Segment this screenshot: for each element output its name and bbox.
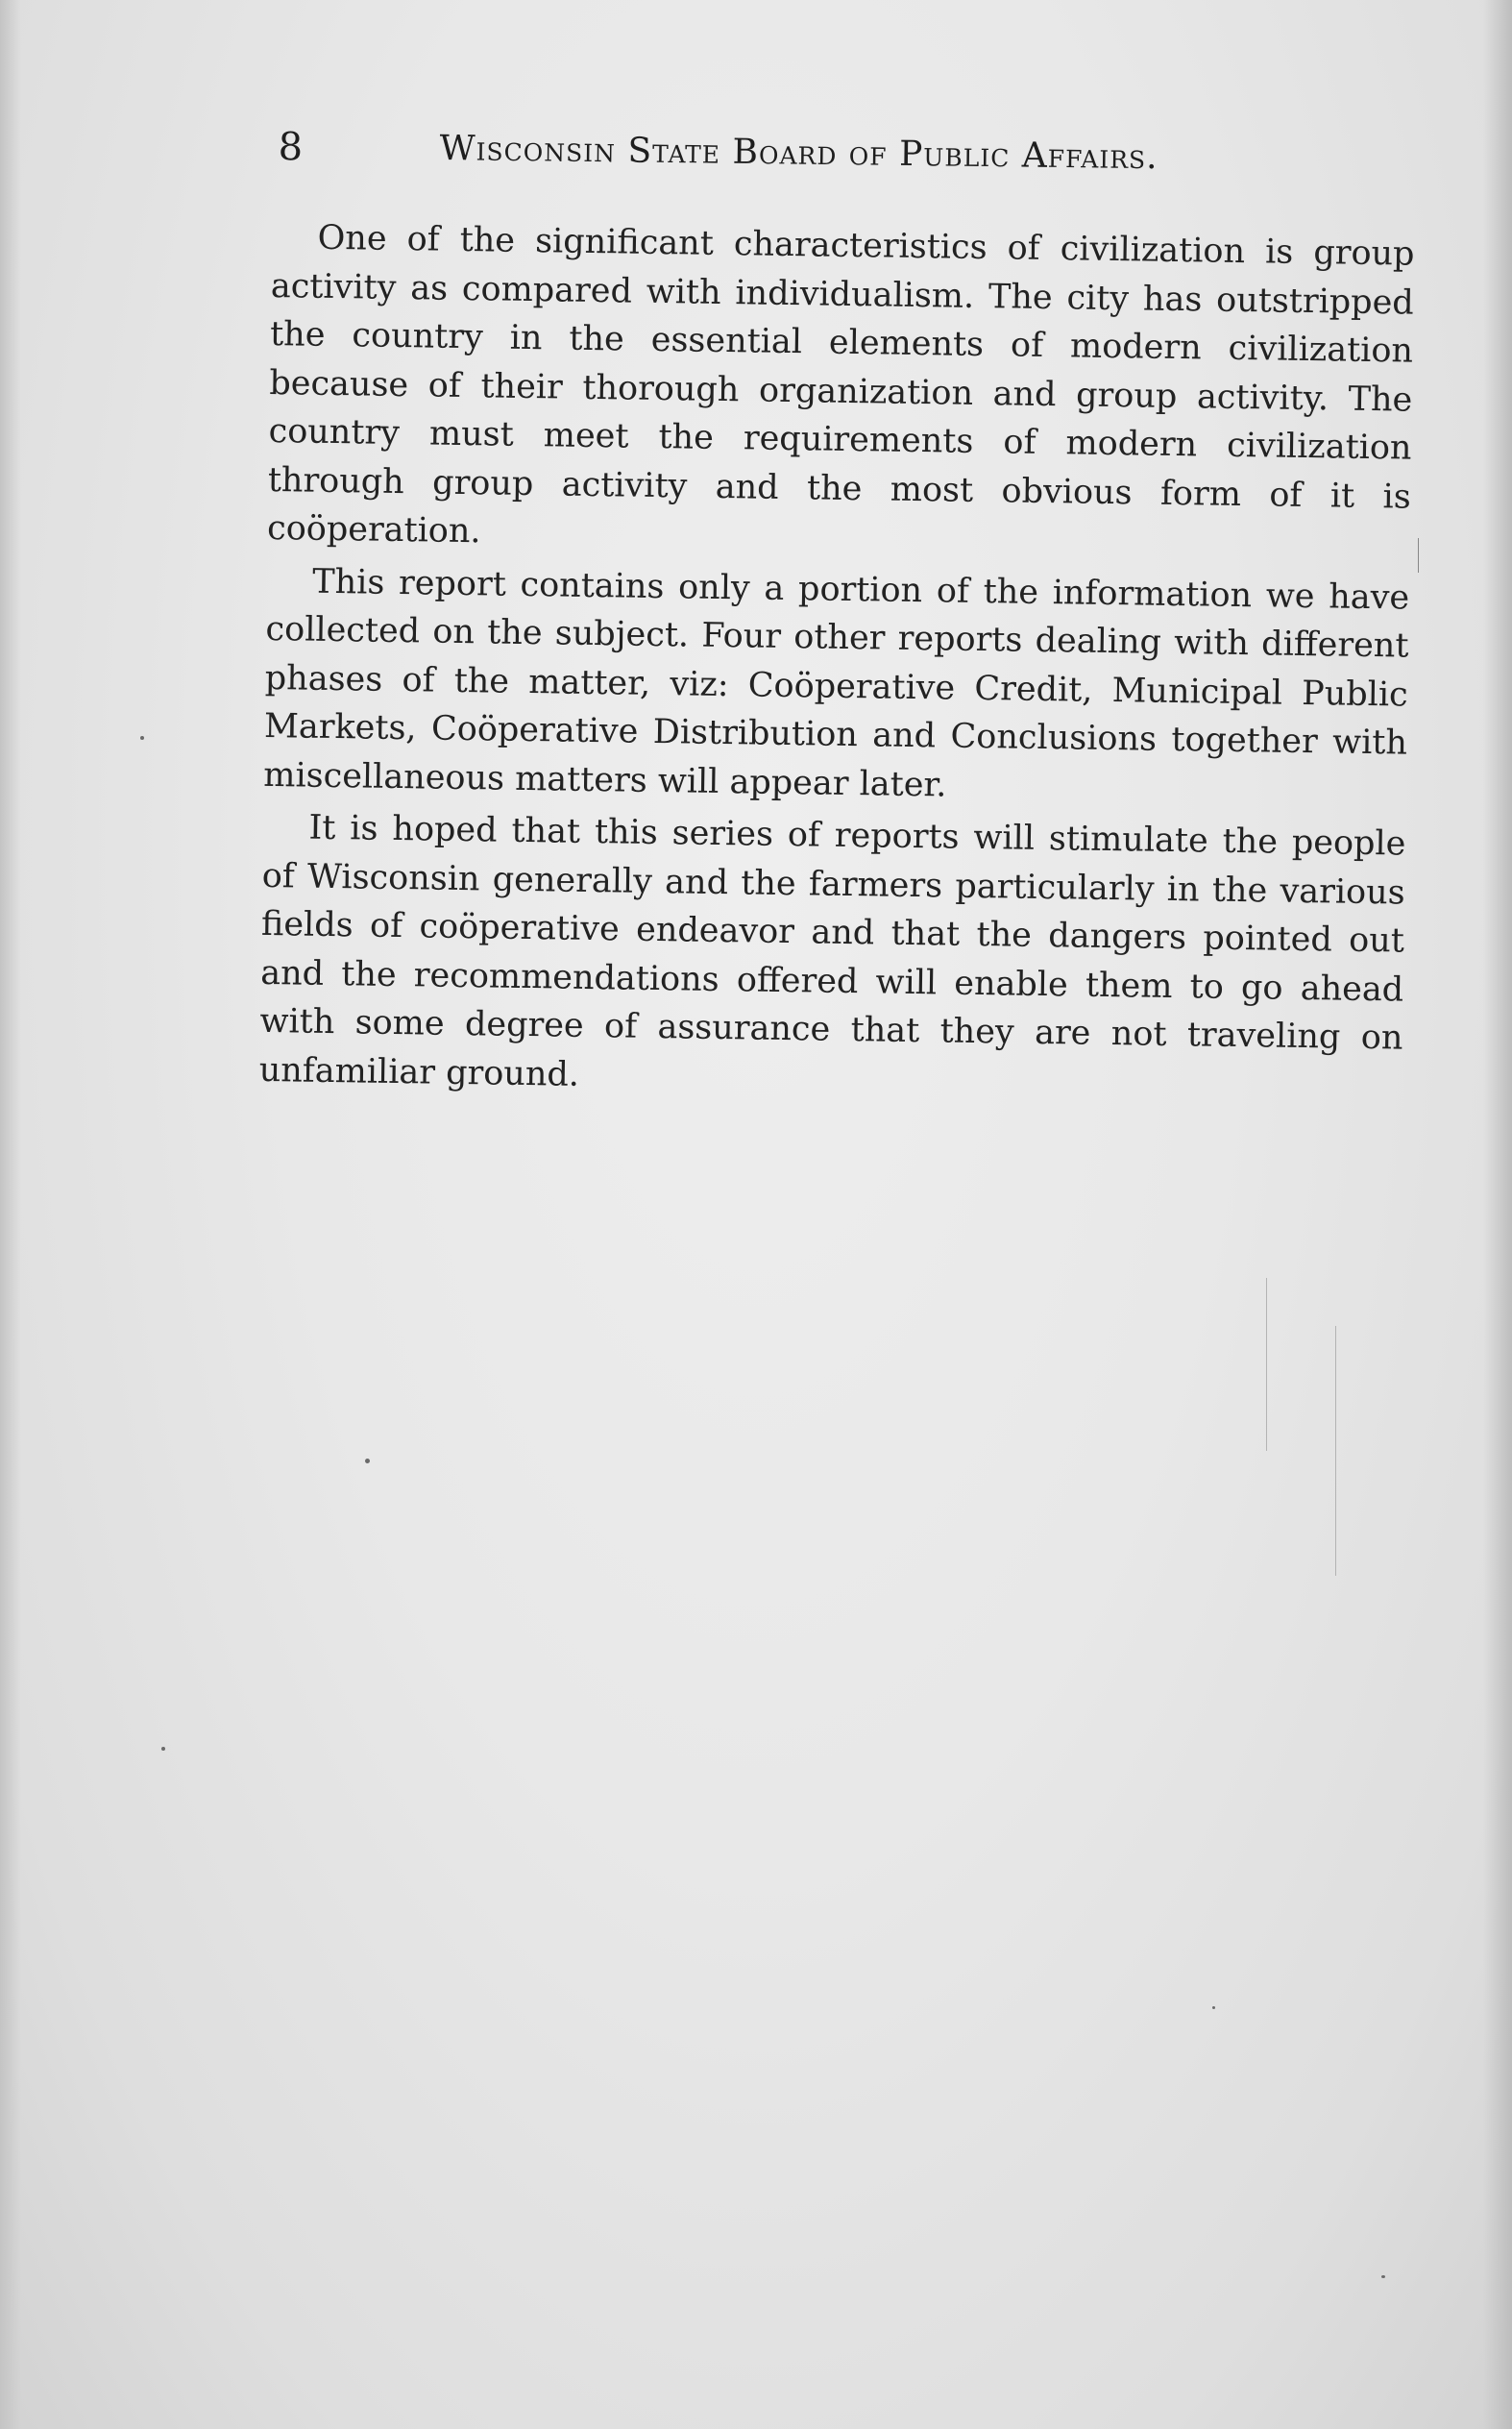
scan-speck (161, 1747, 165, 1751)
body-text (258, 213, 1415, 1116)
paragraph: This report contains only a portion of the information we have collected on the subject. Four other reports dealing with different phases of the matter, viz: Coöperative Credit, Municipal Public Markets, Coöperative Distribution and Conclusions together with miscellaneous matters will appear later. (263, 562, 1410, 804)
page-left-shadow (0, 0, 21, 2429)
scan-speck (140, 736, 144, 740)
scan-speck (1381, 2275, 1385, 2278)
page-right-shadow (1483, 0, 1512, 2429)
page-header (278, 123, 1268, 193)
paragraph: One of the significant characteristics of civilization is group activity as compared with individualism. The city has outstripped the country in the essential elements of modern civilization because of their thorough organization and group activity. The country must meet the requirements of modern civilization through group activity and the most obvious form of it is coöperation. (266, 218, 1415, 552)
scan-scratch (1266, 1278, 1267, 1451)
running-title: Wisconsin State Board of Public Affairs. (439, 129, 1158, 178)
scan-speck (1212, 2006, 1215, 2009)
paragraph: It is hoped that this series of reports will stimulate the people of Wisconsin generally and the farmers particularly in the various fields of coöperative endeavor and that the dangers pointed out and the recommendations offered will enable them to go ahead with some degree of assurance that they are not traveling on unfamiliar ground. (258, 808, 1406, 1094)
scan-speck (365, 1459, 370, 1463)
scan-scratch (1418, 538, 1419, 573)
page-number: 8 (278, 124, 304, 170)
scan-scratch (1335, 1326, 1336, 1576)
